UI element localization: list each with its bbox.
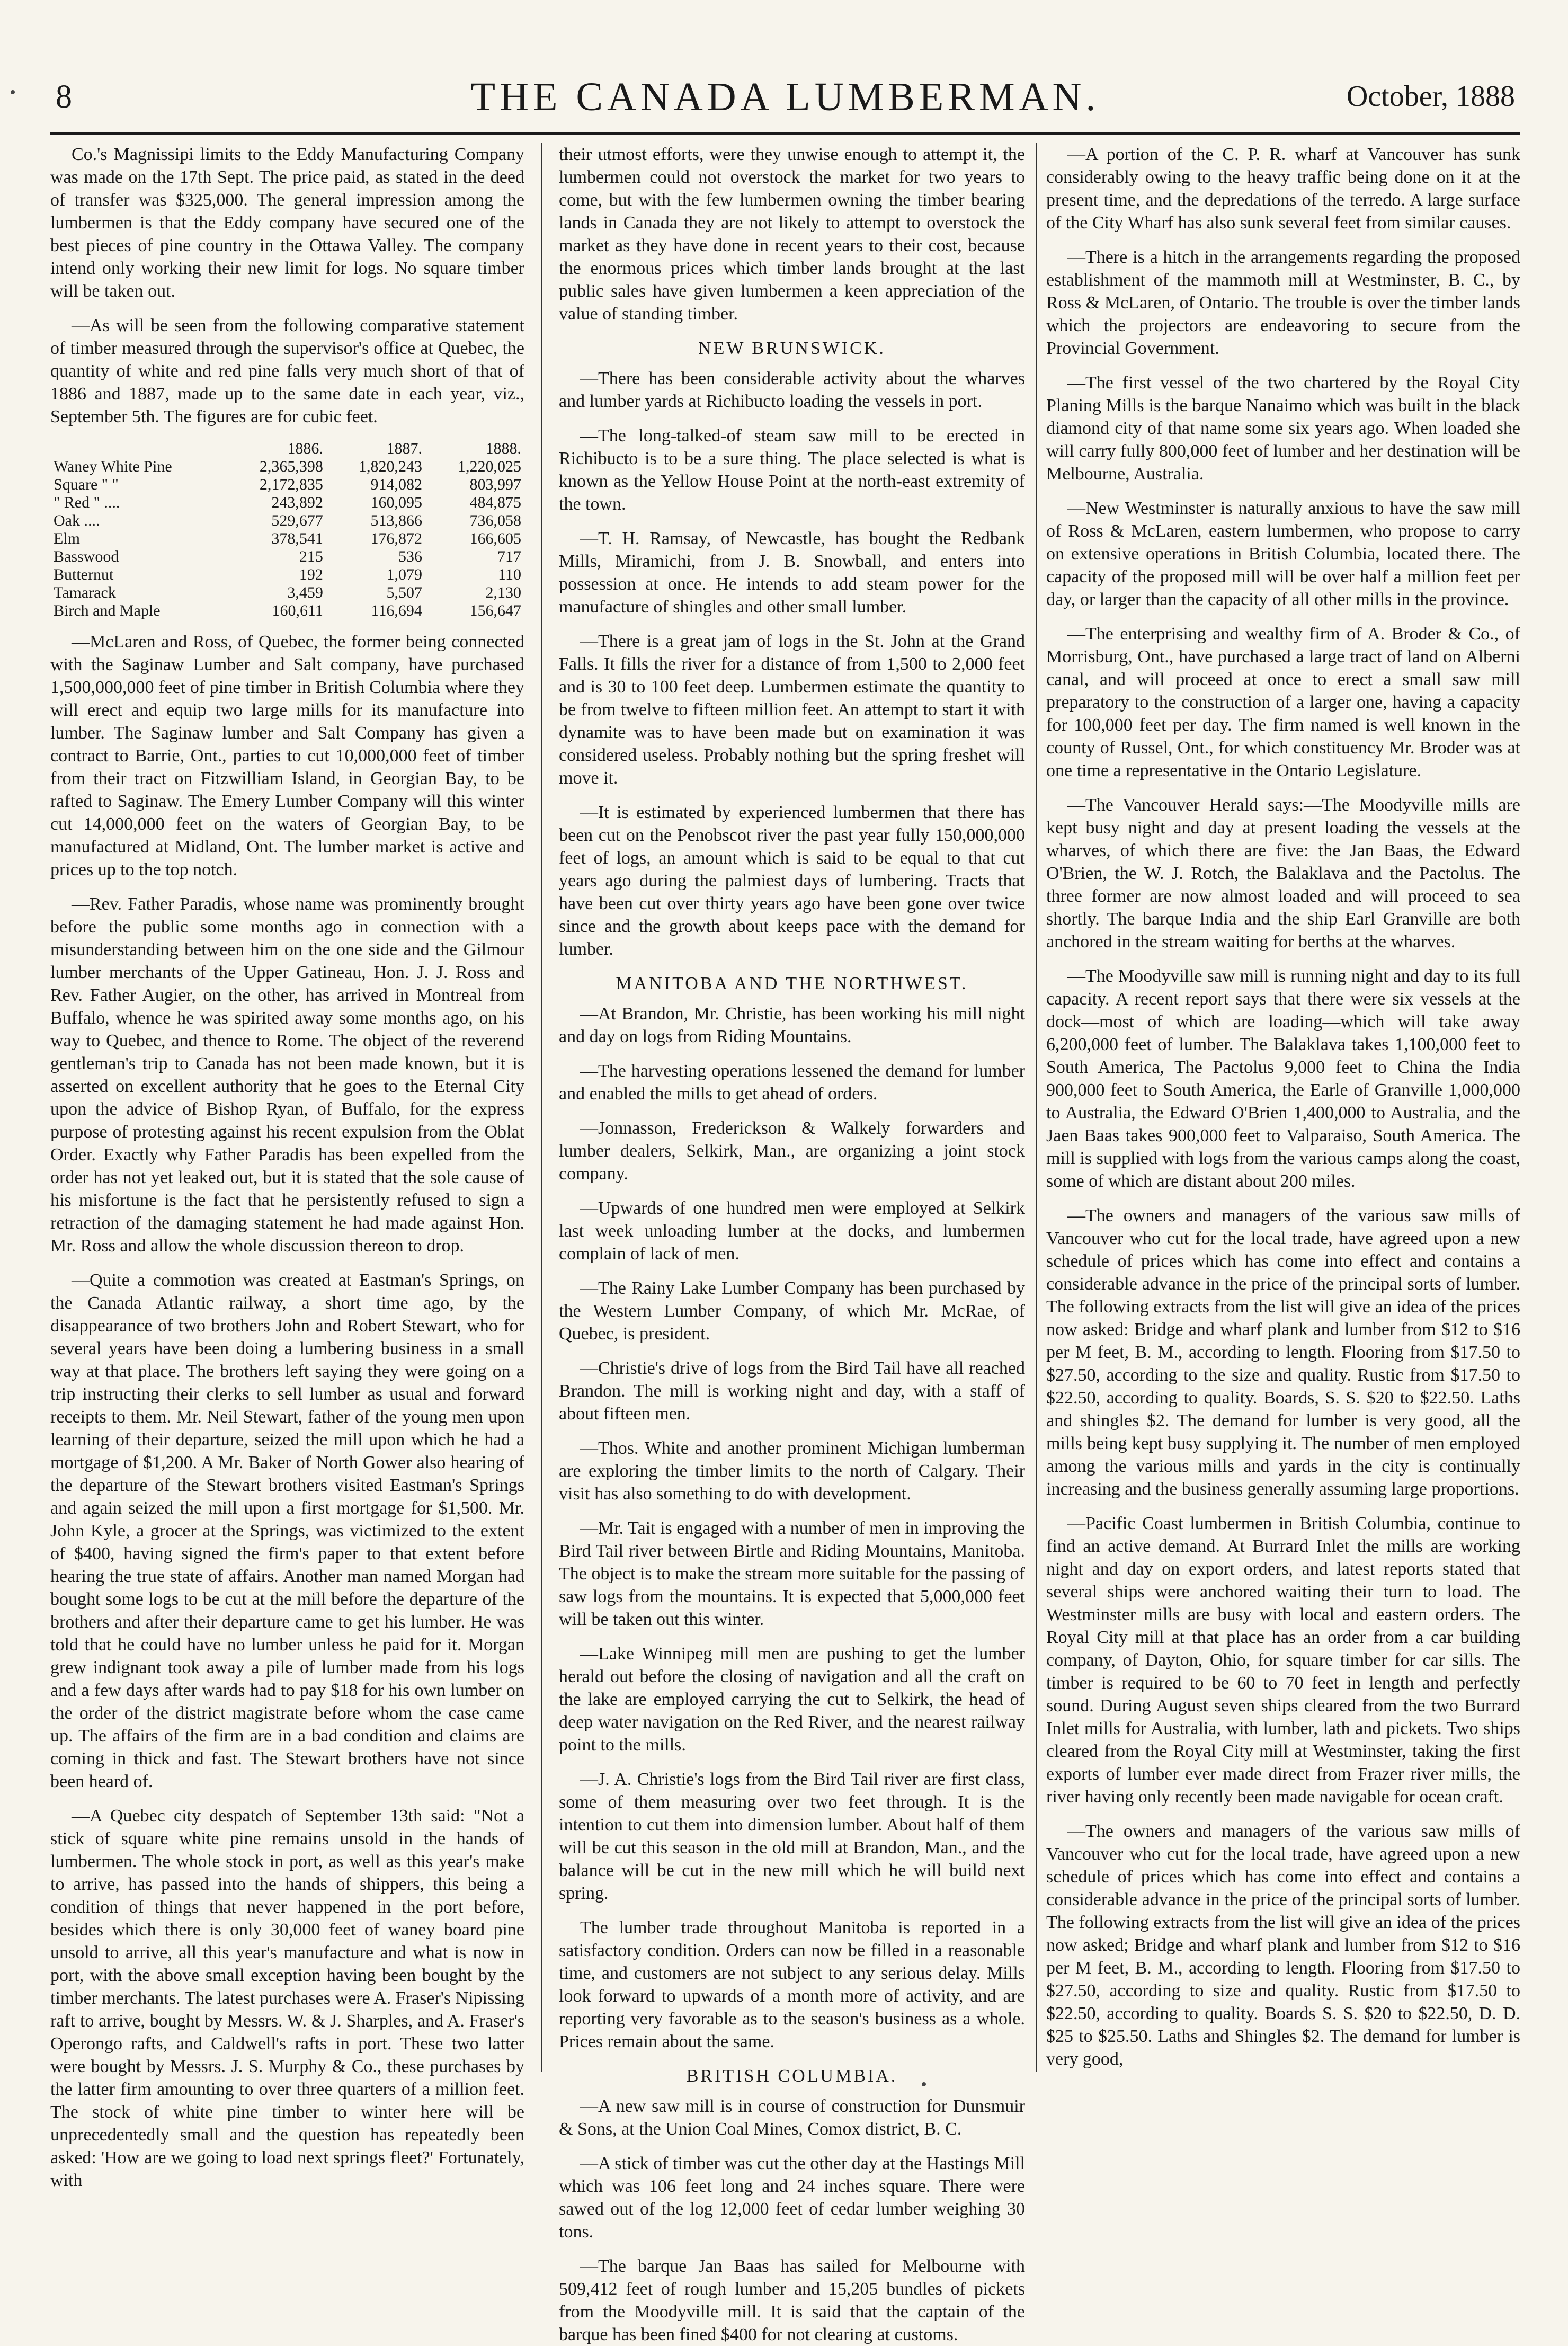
article-paragraph: —J. A. Christie's logs from the Bird Tail river are first class, some of them measuring over two feet through. It is the intention to cut them into dimension lumber. About half of them will be cut this season in the old mill at Brandon, Man., and the balance will be cut in the new mill which he will build next spring.: [559, 1770, 1025, 1903]
volume-cell: 529,677: [271, 512, 323, 529]
timber-type-cell: Birch and Maple: [54, 602, 161, 619]
volume-cell: 5,507: [386, 584, 422, 601]
table-row: [50, 548, 524, 566]
volume-cell: 1,220,025: [458, 458, 521, 475]
article-paragraph: —Mr. Tait is engaged with a number of men in improving the Bird Tail river between Birtle and Riding Mountains, Manitoba. The object is to make the stream more suitable for the passing of saw logs from the mountains. It is expected that 5,000,000 feet will be taken out this winter.: [559, 1518, 1025, 1629]
table-header-row: [50, 440, 524, 458]
article-paragraph: —A stick of timber was cut the other day at the Hastings Mill which was 106 feet long and 24 inches square. There were sawed out of the log 12,000 feet of cedar lumber weighing 30 tons.: [559, 2154, 1025, 2242]
table-row: [50, 512, 524, 530]
volume-cell: 156,647: [469, 602, 521, 619]
article-paragraph: —Thos. White and another prominent Michigan lumberman are exploring the timber limits to the north of Calgary. Their visit has also something to do with development.: [559, 1438, 1025, 1504]
timber-type-cell: Butternut: [54, 566, 114, 583]
table-row: [50, 566, 524, 584]
volume-cell: 116,694: [371, 602, 422, 619]
scan-speck: [922, 2082, 926, 2086]
section-heading: MANITOBA AND THE NORTHWEST.: [616, 974, 968, 993]
volume-cell: 1,820,243: [358, 458, 422, 475]
volume-cell: 914,082: [370, 476, 422, 493]
volume-cell: 2,172,835: [259, 476, 323, 493]
table-row: [50, 584, 524, 602]
timber-type-cell: " Red " ....: [54, 494, 120, 511]
timber-measurement-table: [50, 440, 524, 620]
article-paragraph: The lumber trade throughout Manitoba is reported in a satisfactory condition. Orders can now be filled in a reasonable time, and customers are not subject to any serious delay. Mills look forward to upwards of a month more of activity, and are reporting very favorable as to the season's business as a whole. Prices remain about the same.: [559, 1918, 1025, 2051]
volume-cell: 176,872: [370, 530, 422, 547]
article-paragraph: —The Moodyville saw mill is running night and day to its full capacity. A recent report says that there were six vessels at the dock—most of which are loading—which will take away 6,200,000 feet of lumber. The Balaklava takes 1,100,000 feet to South America, The Pactolus 9,000 feet to China the India 900,000 feet to South America, the Earle of Granville 1,000,000 to Australia, the Edward O'Brien 1,400,000 to Australia, and the Jaen Baas takes 900,000 feet to Valparaiso, South America. The mill is supplied with logs from the various camps along the coast, some of which are distant about 200 miles.: [1046, 966, 1520, 1191]
page-number: 8: [56, 79, 72, 115]
article-paragraph: —The barque Jan Baas has sailed for Melbourne with 509,412 feet of rough lumber and 15,205 bundles of pickets from the Moodyville mill. It is said that the captain of the barque has been fined $400 for not clearing at customs.: [559, 2256, 1025, 2344]
timber-type-cell: Waney White Pine: [54, 458, 172, 475]
article-paragraph: —A Quebec city despatch of September 13th said: "Not a stick of square white pine remains unsold in the hands of lumbermen. The whole stock in port, as well as this year's make to arrive, has passed into the hands of shippers, this being a condition of things that never happened in the port before, besides which there is only 30,000 feet of waney board pine unsold to arrive, all this year's manufacture and what is now in port, with the above small exception having been bought by the timber merchants. The latest purchases were A. Fraser's Nipissing raft to arrive, bought by Messrs. W. & J. Sharples, and A. Fraser's Operongo rafts, and Caldwell's rafts in port. These two latter were bought by Messrs. J. S. Murphy & Co., these purchases by the latter firm amounting to over three quarters of a million feet. The stock of white pine timber to winter here will be unprecedentedly small and the question has repeatedly been asked: 'How are we going to load next springs fleet?' Fortunately, with: [50, 1806, 524, 2190]
article-paragraph: —Pacific Coast lumbermen in British Columbia, continue to find an active demand. At Burrard Inlet the mills are working night and day on export orders, and latest reports stated that several ships were anchored waiting their turn to load. The Westminster mills are busy with local and eastern orders. The Royal City mill at that place has an order from a car building company, of Dayton, Ohio, for square timber for car sills. The timber is required to be 60 to 70 feet in length and perfectly sound. During August seven ships cleared from the two Burrard Inlet mills for Australia, with lumber, lath and pickets. Two ships cleared from the Royal City mill at Westminster, taking the first exports of lumber ever made direct from Frazer river mills, the river having only recently been made navigable for ocean craft.: [1046, 1514, 1520, 1807]
volume-cell: 484,875: [469, 494, 521, 511]
article-paragraph: —The first vessel of the two chartered by the Royal City Planing Mills is the barque Nanaimo which was built in the black diamond city of that name some six years ago. When loaded she will carry fully 800,000 feet of lumber and her destination will be Melbourne, Australia.: [1046, 373, 1520, 484]
table-row: [50, 494, 524, 512]
volume-cell: 2,365,398: [259, 458, 323, 475]
column-rule: [1036, 143, 1037, 2072]
table-row: [50, 476, 524, 494]
column-2: [559, 143, 1025, 2344]
volume-cell: 166,605: [469, 530, 521, 547]
masthead-title: THE CANADA LUMBERMAN.: [470, 75, 1100, 119]
volume-cell: 513,866: [370, 512, 422, 529]
table-row: [50, 458, 524, 476]
volume-cell: 192: [299, 566, 323, 583]
article-paragraph: —The long-talked-of steam saw mill to be erected in Richibucto is to be a sure thing. The place selected is what is known as the Yellow House Point at the north-east extremity of the town.: [559, 426, 1025, 514]
volume-cell: 536: [398, 548, 422, 565]
volume-cell: 215: [299, 548, 323, 565]
volume-cell: 736,058: [469, 512, 521, 529]
article-paragraph: —The Vancouver Herald says:—The Moodyville mills are kept busy night and day at present loading the vessels at the wharves, of which there are five: the Jan Baas, the Edward O'Brien, the W. J. Rotch, the Balaklava and the Pactolus. The three former are now almost loaded and will proceed to sea shortly. The barque India and the ship Earl Granville are both anchored in the stream waiting for berths at the wharves.: [1046, 795, 1520, 952]
article-paragraph: —New Westminster is naturally anxious to have the saw mill of Ross & McLaren, eastern lumbermen, who propose to carry on extensive operations in British Columbia, located there. The capacity of the proposed mill will be over half a million feet per day, or larger than the capacity of all other mills in the province.: [1046, 499, 1520, 609]
article-paragraph: —There is a great jam of logs in the St. John at the Grand Falls. It fills the river for a distance of from 1,500 to 2,000 feet and is 30 to 100 feet deep. Lumbermen estimate the quantity to be from twelve to fifteen million feet. An attempt to start it with dynamite was to have been made but on examination it was considered useless. Probably nothing but the spring freshet will move it.: [559, 632, 1025, 788]
column-1: [50, 143, 524, 2190]
timber-type-cell: Tamarack: [54, 584, 116, 601]
table-row: [50, 602, 524, 620]
article-paragraph: —There is a hitch in the arrangements regarding the proposed establishment of the mammoth mill at Westminster, B. C., by Ross & McLaren, of Ontario. The trouble is over the timber lands which the projectors are endeavoring to secure from the Provincial Government.: [1046, 247, 1520, 358]
article-paragraph: —Quite a commotion was created at Eastman's Springs, on the Canada Atlantic railway, a short time ago, by the disappearance of two brothers John and Robert Stewart, who for several years have been doing a lumbering business in a small way at that place. The brothers left saying they were going on a trip instructing their clerks to sell lumber as usual and forward receipts to them. Mr. Neil Stewart, father of the young men upon learning of their departure, seized the mill upon which he had a mortgage of $1,200. A Mr. Baker of North Gower also hearing of the departure of the Stewart brothers visited Eastman's Springs and again seized the mill upon a first mortgage for $1,500. Mr. John Kyle, a grocer at the Springs, was victimized to the extent of $400, having signed the firm's paper to that extent before hearing the true state of affairs. Another man named Morgan had bought some logs to be cut at the mill before the departure of the brothers and after their departure came to get his lumber. He was told that he could have no lumber unless he paid for it. Morgan grew indignant took away a pile of lumber made from his logs and a few days after wards had to pay $18 for his own lumber on the order of the district magistrate before whom the case came up. The affairs of the firm are in a bad condition and claims are coming in thick and fast. The Stewart brothers have not since been heard of.: [50, 1270, 524, 1791]
volume-cell: 110: [498, 566, 521, 583]
table-header-cell: 1887.: [386, 440, 422, 457]
article-paragraph: —Lake Winnipeg mill men are pushing to get the lumber herald out before the closing of navigation and all the craft on the lake are employed carrying the cut to Selkirk, the head of deep water navigation on the Red River, and the nearest railway point to the mills.: [559, 1644, 1025, 1755]
volume-cell: 160,611: [272, 602, 323, 619]
volume-cell: 160,095: [370, 494, 422, 511]
article-paragraph: —Rev. Father Paradis, whose name was prominently brought before the public some months ago in connection with a misunderstanding between him on the one side and the Gilmour lumber merchants of the Upper Gatineau, Hon. J. J. Ross and Rev. Father Augier, on the other, has arrived in Montreal from Buffalo, whence he was spirited away some months ago, on his way to Quebec, and thence to Rome. The object of the reverend gentleman's trip to Canada has not been made known, but it is asserted on excellent authority that he goes to the Eternal City upon the advice of Bishop Ryan, of Buffalo, for the express purpose of protesting against his recent expulsion from the Oblat Order. Exactly why Father Paradis has been expelled from the order has not yet leaked out, but it is stated that the sole cause of his misfortune is the fact that he persistently refused to sign a retraction of the damaging statement he had made against Hon. Mr. Ross and allow the whole discussion thereon to drop.: [50, 894, 524, 1256]
scan-speck: [11, 90, 15, 94]
timber-type-cell: Elm: [54, 530, 80, 547]
article-paragraph: —The owners and managers of the various saw mills of Vancouver who cut for the local trade, have agreed upon a new schedule of prices which has come into effect and contains a considerable advance in the price of the principal sorts of lumber. The following extracts from the list will give an idea of the prices now asked: Bridge and wharf plank and lumber from $12 to $16 per M feet, B. M., according to length. Flooring from $17.50 to $27.50, according to the size and quality. Rustic from $17.50 to $22.50, according to quality. Boards, S. S. $20 to $22.50. Laths and shingles $2. The demand for lumber is very good, all the mills being kept busy supplying it. The number of men employed among the various mills and yards in the city is continually increasing and the business generally assuming large proportions.: [1046, 1206, 1520, 1499]
article-paragraph: —Upwards of one hundred men were employed at Selkirk last week unloading lumber at the docks, and lumbermen complain of lack of men.: [559, 1198, 1025, 1264]
article-paragraph: —McLaren and Ross, of Quebec, the former being connected with the Saginaw Lumber and Salt company, have purchased 1,500,000,000 feet of pine timber in British Columbia where they will erect and equip two large mills for its manufacture into lumber. The Saginaw lumber and Salt Company has given a contract to Barrie, Ont., parties to cut 10,000,000 feet of timber from their tract on Fitzwilliam Island, in Georgian Bay, to be rafted to Saginaw. The Emery Lumber Company will this winter cut 14,000,000 feet on the waters of Georgian Bay, to be manufactured at Midland, Ont. The lumber market is active and prices up to the top notch.: [50, 632, 524, 879]
section-heading: BRITISH COLUMBIA.: [686, 2066, 898, 2086]
article-paragraph: —At Brandon, Mr. Christie, has been working his mill night and day on logs from Riding Mountains.: [559, 1004, 1025, 1046]
table-header-cell: 1888.: [485, 440, 521, 457]
section-heading: NEW BRUNSWICK.: [698, 339, 886, 358]
article-paragraph: —It is estimated by experienced lumbermen that there has been cut on the Penobscot river the past year fully 150,000,000 feet of logs, an amount which is said to be equal to that cut years ago during the palmiest days of lumbering. Tracts that have been cut over thirty years ago have been gone over twice since and the growth about keeps pace with the demand for lumber.: [559, 803, 1025, 959]
article-paragraph: —The owners and managers of the various saw mills of Vancouver who cut for the local trade, have agreed upon a new schedule of prices which has come into effect and contains a considerable advance in the price of the principal sorts of lumber. The following extracts from the list will give an idea of the prices now asked; Bridge and wharf plank and lumber from $12 to $16 per M feet, B. M., according to length. Flooring from $17.50 to $27.50, according to size and quality. Rustic from $17.50 to $22.50, according to quality. Boards S. S. $20 to $22.50, D. D. $25 to $25.50. Laths and Shingles $2. The demand for lumber is very good,: [1046, 1821, 1520, 2069]
column-3: [1046, 143, 1520, 2072]
timber-type-cell: Basswood: [54, 548, 119, 565]
volume-cell: 3,459: [287, 584, 323, 601]
article-paragraph: —T. H. Ramsay, of Newcastle, has bought the Redbank Mills, Miramichi, from J. B. Snowball, and enters into possession at once. He intends to add steam power for the manufacture of shingles and other small lumber.: [559, 529, 1025, 617]
column-rule: [541, 143, 542, 2072]
timber-type-cell: Square " ": [54, 476, 119, 493]
article-paragraph: —Christie's drive of logs from the Bird Tail have all reached Brandon. The mill is working night and day, with a staff of about fifteen men.: [559, 1358, 1025, 1424]
page-header: [50, 74, 1520, 135]
article-paragraph: —There has been considerable activity about the wharves and lumber yards at Richibucto loading the vessels in port.: [559, 369, 1025, 411]
article-paragraph: —As will be seen from the following comparative statement of timber measured through the supervisor's office at Quebec, the quantity of white and red pine falls very much short of that of 1886 and 1887, made up to the same date in each year, viz., September 5th. The figures are for cubic feet.: [50, 316, 524, 426]
article-paragraph: —Jonnasson, Frederickson & Walkely forwarders and lumber dealers, Selkirk, Man., are organizing a joint stock company.: [559, 1118, 1025, 1184]
volume-cell: 717: [497, 548, 521, 565]
article-paragraph: —A portion of the C. P. R. wharf at Vancouver has sunk considerably owing to the heavy traffic being done on it at the present time, and the depredations of the terredo. A large surface of the City Wharf has also sunk several feet from similar causes.: [1046, 145, 1520, 233]
volume-cell: 2,130: [485, 584, 521, 601]
issue-date: October, 1888: [1346, 80, 1515, 113]
table-header-cell: [50, 440, 227, 458]
table-header-cell: 1886.: [287, 440, 323, 457]
article-paragraph: their utmost efforts, were they unwise enough to attempt it, the lumbermen could not overstock the market for two years to come, but with the few lumbermen owning the timber bearing lands in Canada they are not likely to attempt to overstock the market as they have done in recent years to their cost, because the enormous prices which timber lands brought at the last public sales have given lumbermen a keen appreciation of the value of standing timber.: [559, 145, 1025, 324]
volume-cell: 243,892: [271, 494, 323, 511]
timber-type-cell: Oak ....: [54, 512, 100, 529]
table-row: [50, 530, 524, 548]
volume-cell: 1,079: [386, 566, 422, 583]
article-paragraph: —The enterprising and wealthy firm of A. Broder & Co., of Morrisburg, Ont., have purchased a large tract of land on Alberni canal, and will proceed at once to erect a small saw mill preparatory to the construction of a larger one, having a capacity for 100,000 feet per day. The firm named is well known in the county of Russel, Ont., for which constituency Mr. Broder was at one time a representative in the Ontario Legislature.: [1046, 624, 1520, 780]
volume-cell: 803,997: [469, 476, 521, 493]
article-paragraph: Co.'s Magnissipi limits to the Eddy Manufacturing Company was made on the 17th Sept. The price paid, as stated in the deed of transfer was $325,000. The general impression among the lumbermen is that the Eddy company have secured one of the best pieces of pine country in the Ottawa Valley. The company intend only working their new limit for logs. No square timber will be taken out.: [50, 145, 524, 301]
article-paragraph: —A new saw mill is in course of construction for Dunsmuir & Sons, at the Union Coal Mines, Comox district, B. C.: [559, 2096, 1025, 2139]
article-paragraph: —The harvesting operations lessened the demand for lumber and enabled the mills to get ahead of orders.: [559, 1061, 1025, 1104]
article-paragraph: —The Rainy Lake Lumber Company has been purchased by the Western Lumber Company, of which Mr. McRae, of Quebec, is president.: [559, 1278, 1025, 1344]
volume-cell: 378,541: [271, 530, 323, 547]
